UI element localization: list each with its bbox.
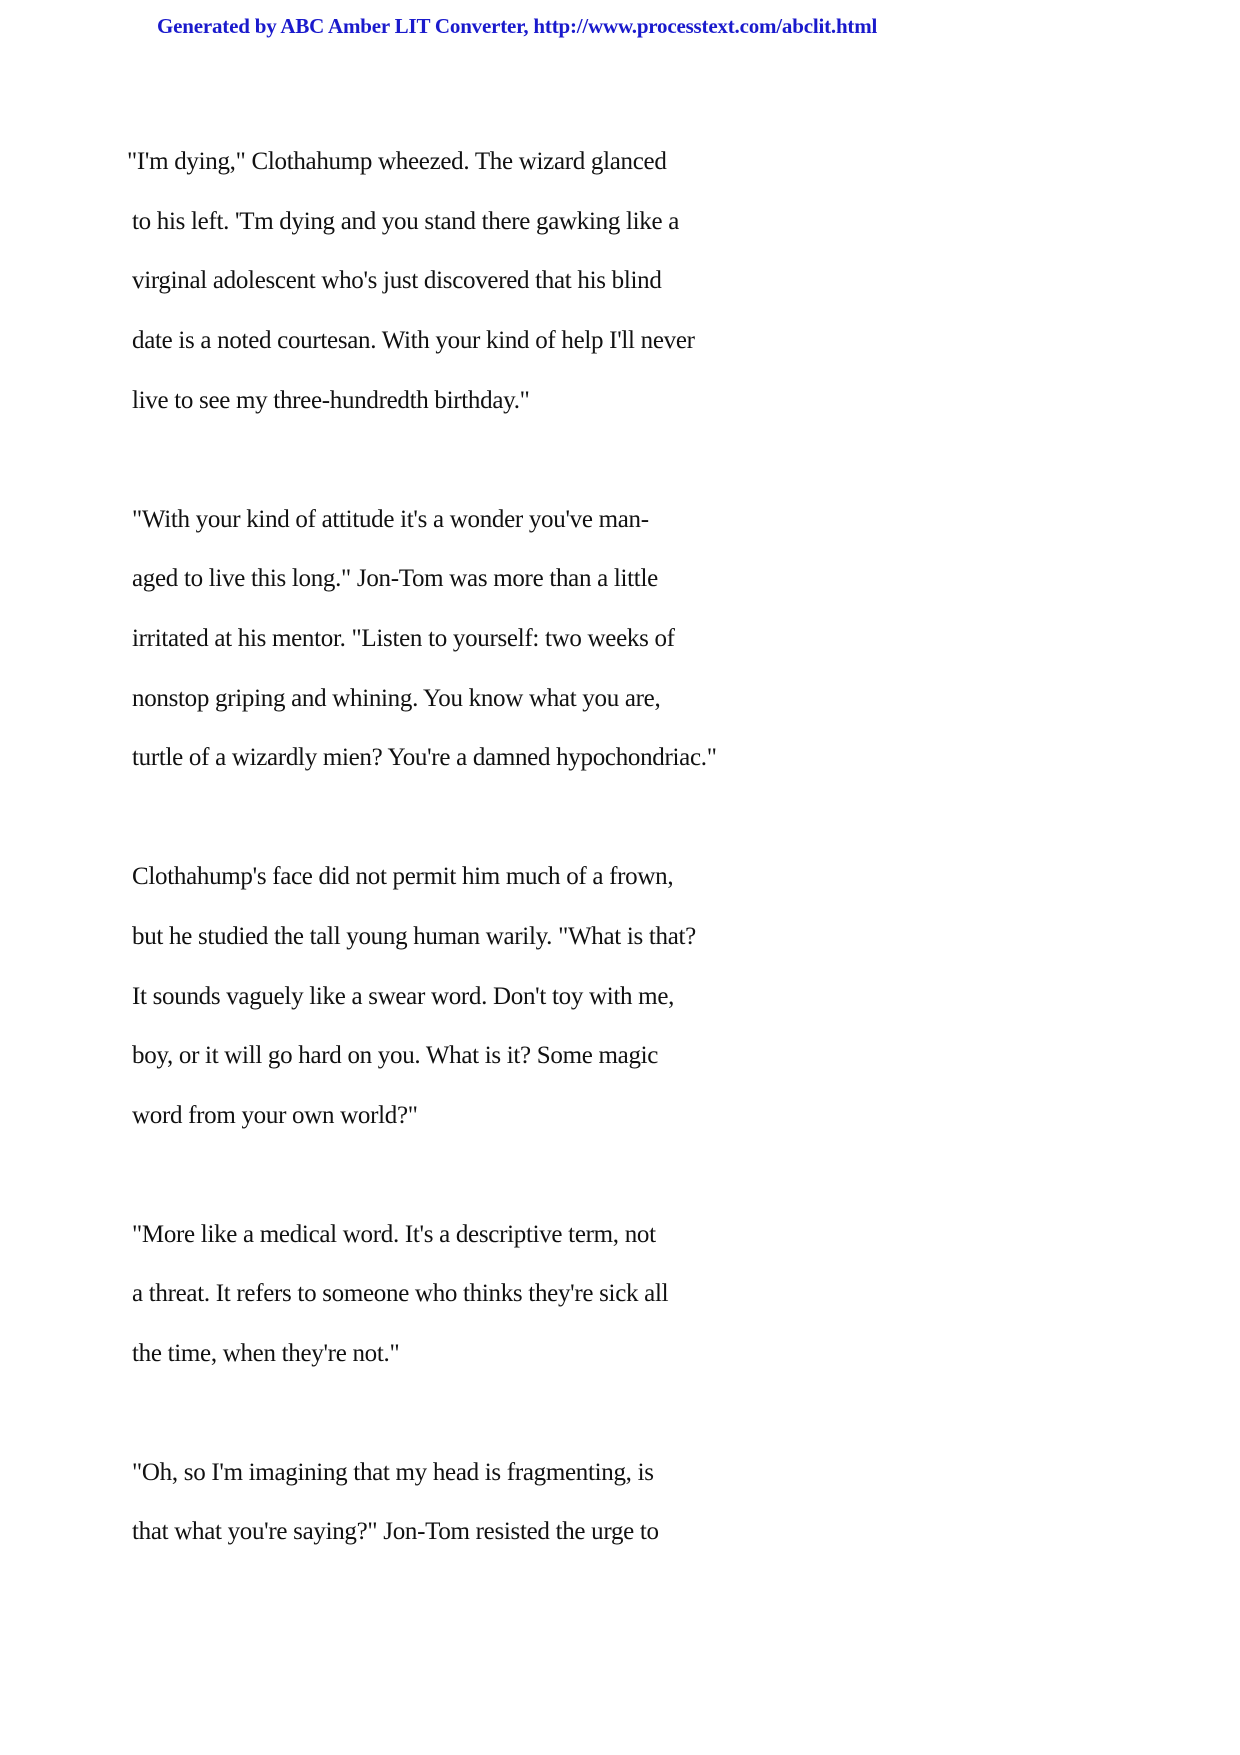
- text-line: live to see my three-hundredth birthday.": [132, 387, 530, 414]
- text-line: "With your kind of attitude it's a wonder you've man-: [132, 506, 649, 533]
- generator-header-link[interactable]: Generated by ABC Amber LIT Converter, http://www.processtext.com/abclit.html: [157, 14, 878, 38]
- text-line: It sounds vaguely like a swear word. Don't toy with me,: [132, 983, 675, 1010]
- text-line: nonstop griping and whining. You know what you are,: [132, 685, 661, 712]
- text-line: but he studied the tall young human warily. "What is that?: [132, 923, 696, 950]
- text-line: that what you're saying?" Jon-Tom resisted the urge to: [132, 1518, 659, 1545]
- text-line: boy, or it will go hard on you. What is it? Some magic: [132, 1042, 659, 1069]
- text-line: a threat. It refers to someone who thinks they're sick all: [132, 1280, 669, 1307]
- text-line: virginal adolescent who's just discovered that his blind: [132, 267, 662, 294]
- text-line: "More like a medical word. It's a descriptive term, not: [132, 1221, 656, 1248]
- text-line: word from your own world?": [132, 1102, 418, 1129]
- text-line: aged to live this long." Jon-Tom was more than a little: [132, 565, 658, 592]
- text-line: the time, when they're not.": [132, 1340, 400, 1367]
- text-line: turtle of a wizardly mien? You're a damned hypochondriac.": [132, 744, 717, 771]
- text-line: irritated at his mentor. "Listen to yourself: two weeks of: [132, 625, 675, 652]
- text-line: "I'm dying," Clothahump wheezed. The wizard glanced: [127, 148, 667, 175]
- text-line: Clothahump's face did not permit him much of a frown,: [132, 863, 674, 890]
- text-line: to his left. 'Tm dying and you stand there gawking like a: [132, 208, 680, 235]
- text-line: "Oh, so I'm imagining that my head is fragmenting, is: [132, 1459, 654, 1486]
- text-line: date is a noted courtesan. With your kind of help I'll never: [132, 327, 695, 354]
